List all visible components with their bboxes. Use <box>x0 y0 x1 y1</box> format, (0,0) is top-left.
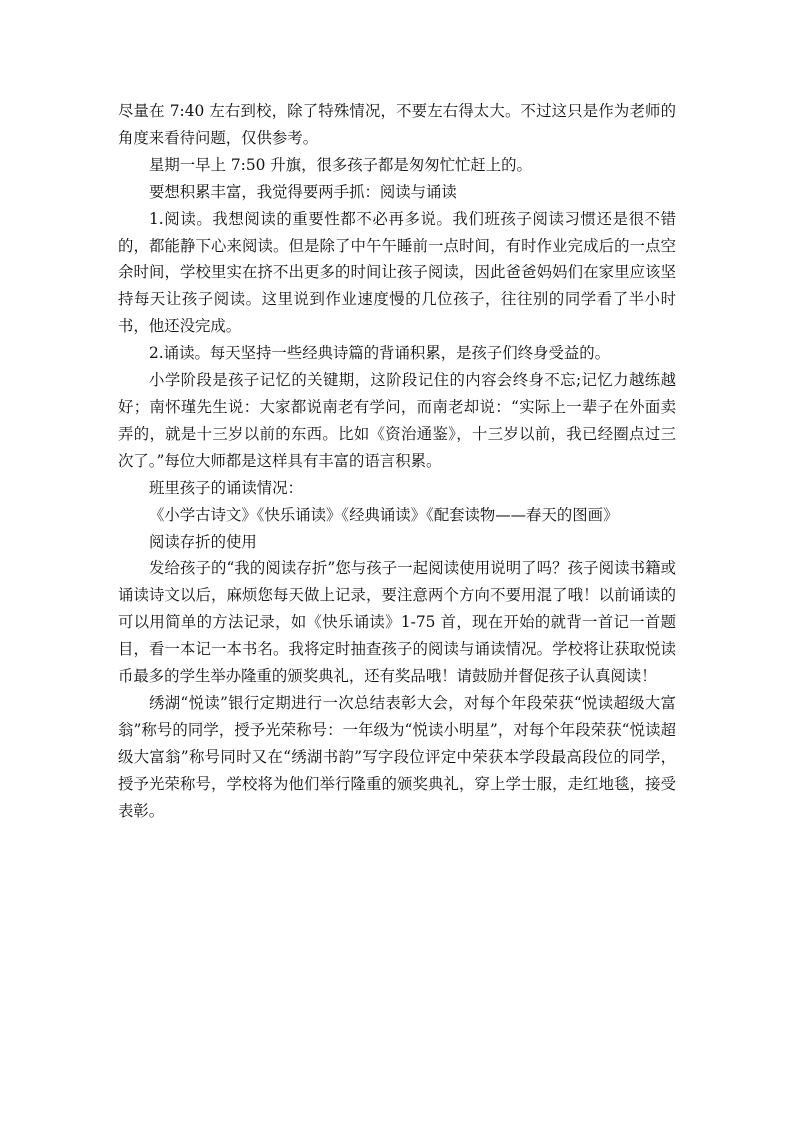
paragraph-passbook-usage: 发给孩子的“我的阅读存折”您与孩子一起阅读使用说明了吗？孩子阅读书籍或诵读诗文以后，麻烦您每天做上记录，要注意两个方向不要用混了哦！以前诵读的可以用简单的方法记录，如《快乐诵读》1-75 首，现在开始的就背一首记一首题目，看一本记一本书名。我将定时抽查孩子的阅读与诵读情况。学校将让获取悦读币最多的学生举办隆重的颁奖典礼，还有奖品哦！请鼓励并督促孩子认真阅读！ <box>118 559 676 686</box>
paragraph-two-focus: 要想积累丰富，我觉得要两手抓：阅读与诵读 <box>149 182 457 201</box>
paragraph-memory-period: 小学阶段是孩子记忆的关键期，这阶段记住的内容会终身不忘;记忆力越练越好；南怀瑾先生说：大家都说南老有学问，而南老却说：“实际上一辈子在外面卖弄的，就是十三岁以前的东西。比如《资治通鉴》，十三岁以前，我已经圈点过三次了。”每位大师都是这样具有丰富的语言积累。 <box>118 371 676 470</box>
paragraph-arrival-time: 尽量在 7:40 左右到校，除了特殊情况，不要左右得太大。不过这只是作为老师的角度来看待问题，仅供参考。 <box>118 102 676 147</box>
paragraph-book-list: 《小学古诗文》《快乐诵读》《经典诵读》《配套读物——春天的图画》 <box>149 505 619 524</box>
paragraph-passbook-heading: 阅读存折的使用 <box>149 532 257 551</box>
paragraph-reading-bank-award: 绣湖“悦读”银行定期进行一次总结表彰大会，对每个年段荣获“悦读超级大富翁”称号的同学，授予光荣称号：一年级为“悦读小明星”，对每个年段荣获“悦读超级大富翁”称号同时又在“绣湖书韵”写字段位评定中荣获本学段最高段位的同学，授予光荣称号，学校将为他们举行隆重的颁奖典礼，穿上学士服，走红地毯，接受表彰。 <box>118 693 676 820</box>
document-body <box>118 98 676 824</box>
paragraph-recitation: 2.诵读。每天坚持一些经典诗篇的背诵积累，是孩子们终身受益的。 <box>149 344 611 363</box>
paragraph-class-recitation-heading: 班里孩子的诵读情况： <box>149 478 303 497</box>
paragraph-flag-raising: 星期一早上 7:50 升旗，很多孩子都是匆匆忙忙赶上的。 <box>149 155 532 174</box>
paragraph-reading: 1.阅读。我想阅读的重要性都不必再多说。我们班孩子阅读习惯还是很不错的，都能静下心来阅读。但是除了中午午睡前一点时间，有时作业完成后的一点空余时间，学校里实在挤不出更多的时间让孩子阅读，因此爸爸妈妈们在家里应该坚持每天让孩子阅读。这里说到作业速度慢的几位孩子，往往别的同学看了半小时书，他还没完成。 <box>118 209 676 336</box>
